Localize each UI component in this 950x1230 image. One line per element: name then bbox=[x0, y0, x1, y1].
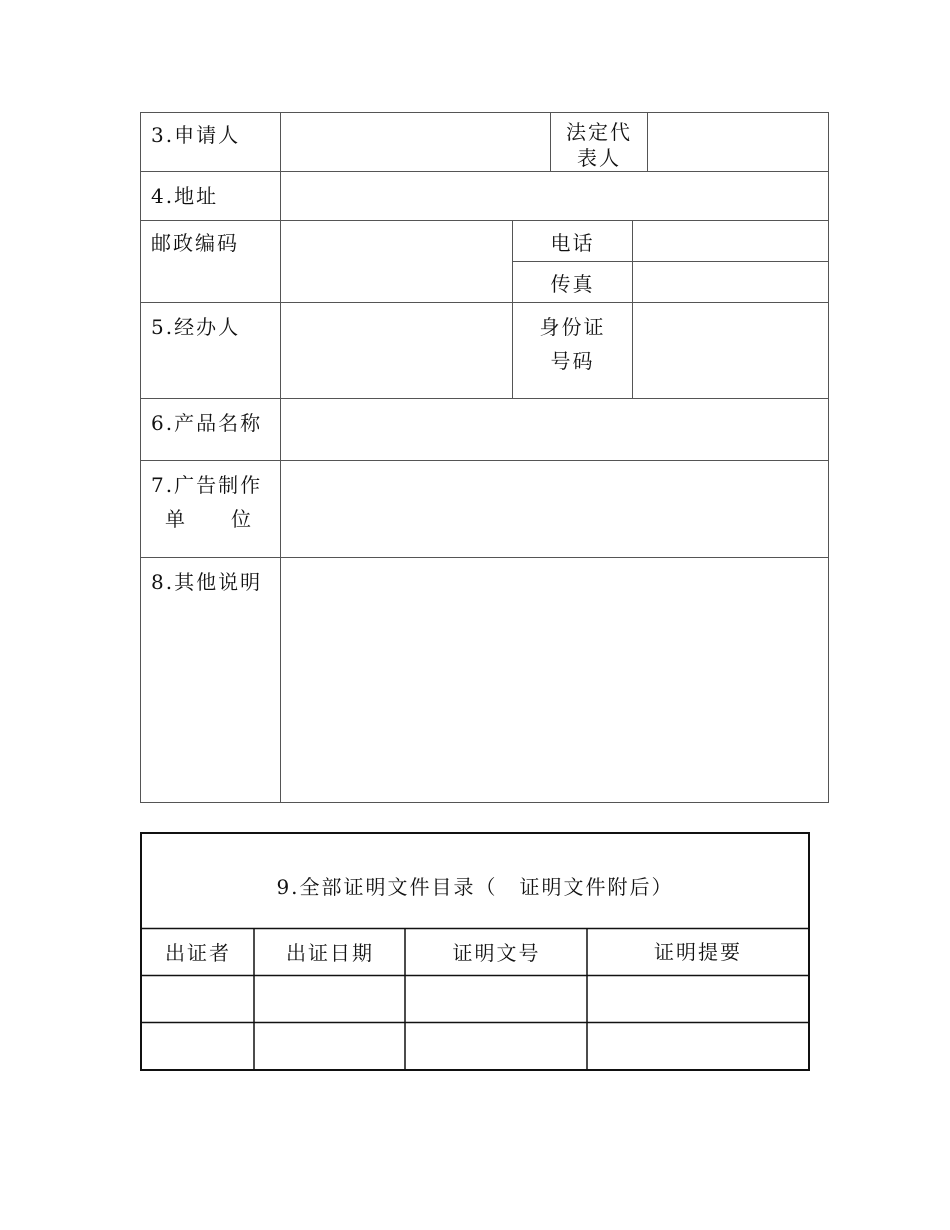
phone-label: 电话 bbox=[550, 231, 595, 255]
address-label: 4.地址 bbox=[151, 184, 219, 208]
other-notes-field[interactable] bbox=[282, 558, 828, 801]
row1-certificate-summary-cell[interactable] bbox=[588, 976, 808, 1022]
ad-production-unit-label bbox=[141, 468, 280, 536]
handler-label: 5.经办人 bbox=[151, 315, 241, 339]
ad-production-unit-label-line1: 7.广告制作 bbox=[151, 473, 263, 497]
applicant-field[interactable] bbox=[282, 113, 550, 171]
row2-certificate-summary-cell[interactable] bbox=[588, 1023, 808, 1069]
table-row bbox=[142, 976, 808, 1022]
fax-field[interactable] bbox=[634, 262, 828, 302]
row2-issue-date-cell[interactable] bbox=[255, 1023, 405, 1069]
postcode-field[interactable] bbox=[282, 221, 512, 302]
phone-field[interactable] bbox=[634, 221, 828, 261]
other-notes-label: 8.其他说明 bbox=[151, 570, 263, 594]
id-number-label-line2: 号码 bbox=[550, 349, 595, 373]
product-name-field[interactable] bbox=[282, 399, 828, 460]
legal-representative-label-line2: 表人 bbox=[577, 146, 621, 170]
row1-certificate-number-cell[interactable] bbox=[406, 976, 587, 1022]
ad-production-unit-field[interactable] bbox=[282, 461, 828, 557]
header-certificate-number: 证明文号 bbox=[452, 941, 541, 965]
legal-representative-label-line1: 法定代 bbox=[566, 120, 632, 144]
legal-representative-label bbox=[551, 119, 647, 171]
certificate-list-title: 9.全部证明文件目录（ 证明文件附后） bbox=[276, 875, 674, 899]
row2-certificate-number-cell[interactable] bbox=[406, 1023, 587, 1069]
postcode-label: 邮政编码 bbox=[151, 231, 239, 255]
header-certificate-summary: 证明提要 bbox=[654, 940, 742, 964]
fax-label: 传真 bbox=[550, 272, 595, 296]
address-field[interactable] bbox=[282, 172, 828, 220]
table-row bbox=[142, 1023, 808, 1069]
id-number-field[interactable] bbox=[634, 303, 828, 398]
product-name-label: 6.产品名称 bbox=[151, 411, 263, 435]
legal-representative-field[interactable] bbox=[649, 113, 828, 171]
header-issue-date: 出证日期 bbox=[286, 941, 374, 965]
id-number-label bbox=[513, 310, 632, 378]
applicant-label: 3.申请人 bbox=[151, 123, 241, 147]
header-issuer: 出证者 bbox=[165, 941, 231, 965]
ad-production-unit-label-line2: 单 位 bbox=[165, 507, 253, 531]
row1-issue-date-cell[interactable] bbox=[255, 976, 405, 1022]
id-number-label-line1: 身份证 bbox=[539, 315, 606, 339]
row2-issuer-cell[interactable] bbox=[142, 1023, 253, 1069]
handler-field[interactable] bbox=[282, 303, 512, 398]
row1-issuer-cell[interactable] bbox=[142, 976, 253, 1022]
